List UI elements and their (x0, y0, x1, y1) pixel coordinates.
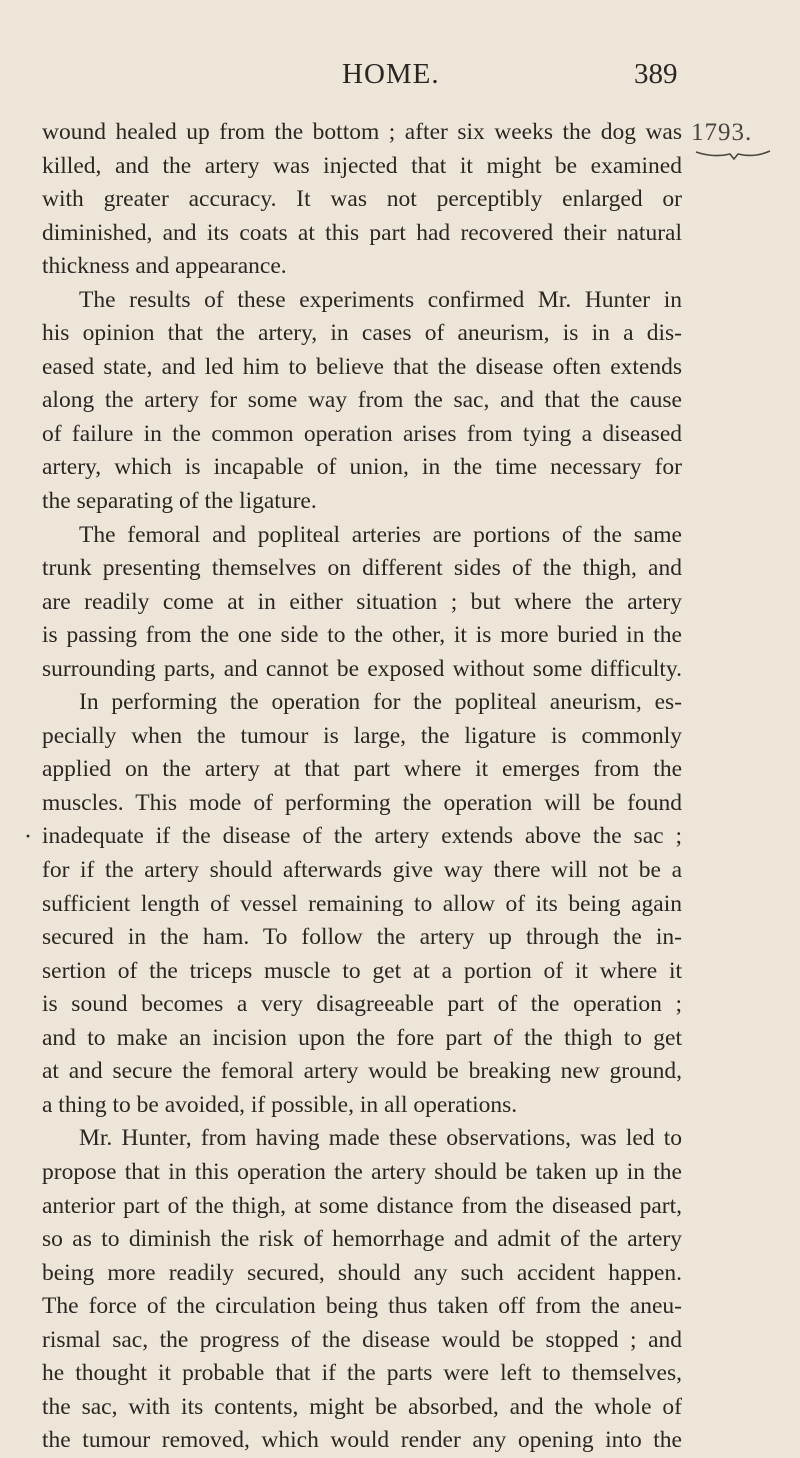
text-line: secured in the ham. To follow the artery up through the in- (42, 924, 682, 951)
text-line: along the artery for some way from the sac, and that the cause (42, 387, 682, 414)
text-line: of failure in the common operation arises from tying a diseased (42, 420, 682, 447)
text-line: a thing to be avoided, if possible, in all operations. (42, 1091, 518, 1118)
text-line: propose that in this operation the artery should be taken up in the (42, 1158, 682, 1185)
text-line: the separating of the ligature. (42, 488, 317, 515)
text-line: pecially when the tumour is large, the ligature is commonly (42, 722, 682, 749)
text-line: inadequate if the disease of the artery extends above the sac ; (42, 823, 682, 850)
text-line: are readily come at in either situation ; but where the artery (42, 588, 682, 615)
text-line: The femoral and popliteal arteries are portions of the same (79, 521, 682, 548)
text-line: with greater accuracy. It was not perceptibly enlarged or (42, 186, 682, 213)
text-line: surrounding parts, and cannot be exposed without some difficulty. (42, 655, 682, 682)
text-line: The force of the circulation being thus taken off from the aneu- (42, 1293, 682, 1320)
text-line: being more readily secured, should any such accident happen. (42, 1259, 682, 1286)
page-number: 389 (634, 58, 678, 90)
text-line: and to make an incision upon the fore part of the thigh to get (42, 1024, 682, 1051)
text-line: In performing the operation for the popliteal aneurism, es- (79, 689, 682, 716)
text-line: anterior part of the thigh, at some distance from the diseased part, (42, 1192, 682, 1219)
text-line: is passing from the one side to the other, it is more buried in the (42, 622, 682, 649)
text-line: eased state, and led him to believe that the disease often extends (42, 353, 682, 380)
running-head: HOME. (342, 58, 440, 90)
text-line: artery, which is incapable of union, in the time necessary for (42, 454, 682, 481)
text-line: rismal sac, the progress of the disease would be stopped ; and (42, 1326, 682, 1353)
text-line: is sound becomes a very disagreeable part of the operation ; (42, 991, 682, 1018)
text-line: The results of these experiments confirmed Mr. Hunter in (79, 286, 682, 313)
text-line: sufficient length of vessel remaining to allow of its being again (42, 890, 682, 917)
text-line: his opinion that the artery, in cases of aneurism, is in a dis- (42, 320, 682, 347)
text-line: trunk presenting themselves on different sides of the thigh, and (42, 555, 682, 582)
text-line: for if the artery should afterwards give way there will not be a (42, 857, 682, 884)
text-line: at and secure the femoral artery would be breaking new ground, (42, 1058, 682, 1085)
body-text (42, 116, 682, 1458)
text-line: thickness and appearance. (42, 253, 287, 280)
margin-year-note: 1793. (691, 119, 753, 146)
text-line: so as to diminish the risk of hemorrhage and admit of the artery (42, 1226, 682, 1253)
text-line: the sac, with its contents, might be absorbed, and the whole of (42, 1393, 682, 1420)
text-line: sertion of the triceps muscle to get at a portion of it where it (42, 957, 682, 984)
text-line: applied on the artery at that part where it emerges from the (42, 756, 682, 783)
text-line: diminished, and its coats at this part had recovered their natural (42, 219, 682, 246)
stray-ink-mark: · (24, 824, 32, 850)
text-line: he thought it probable that if the parts were left to themselves, (42, 1360, 682, 1387)
page-header (0, 58, 800, 102)
text-line: killed, and the artery was injected that it might be examined (42, 152, 682, 179)
margin-brace-mark (694, 148, 772, 162)
text-line: the tumour removed, which would render any opening into the (42, 1427, 682, 1454)
text-line: muscles. This mode of performing the operation will be found (42, 789, 682, 816)
text-line: wound healed up from the bottom ; after six weeks the dog was (42, 119, 682, 145)
text-line: Mr. Hunter, from having made these observations, was led to (79, 1125, 682, 1152)
